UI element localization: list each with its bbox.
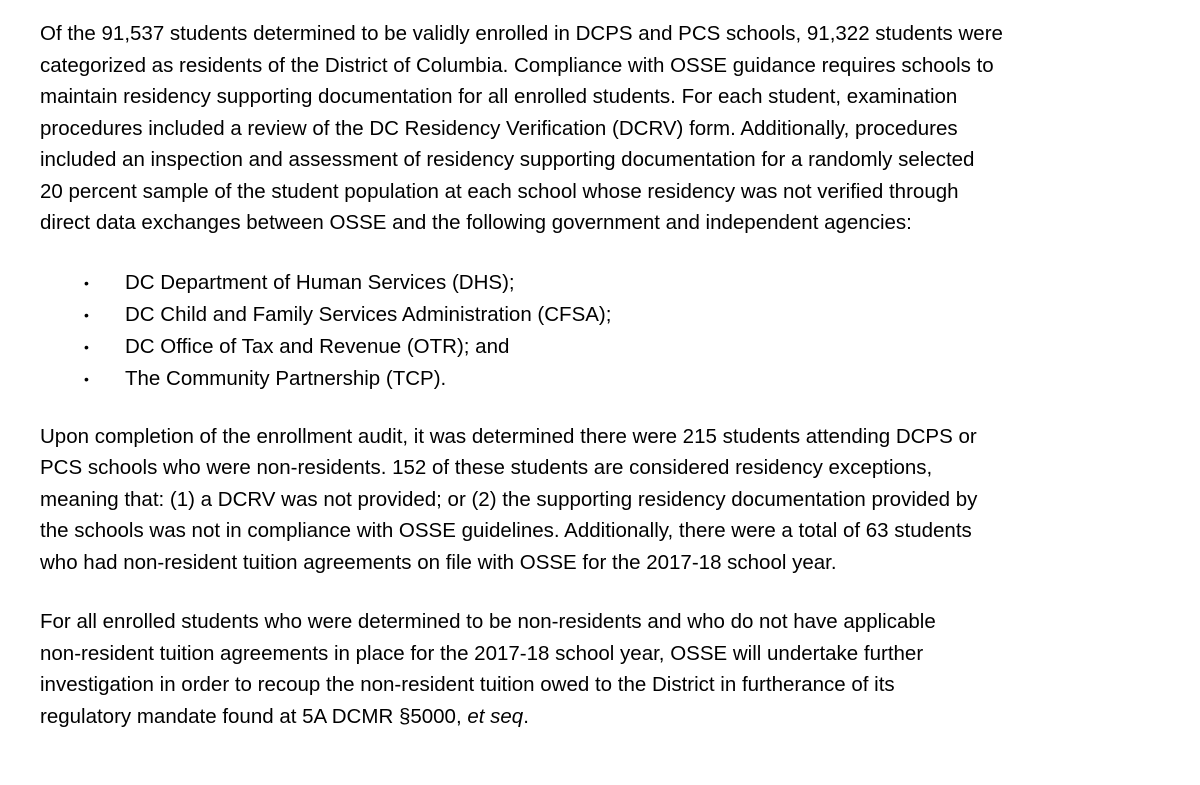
text-line: procedures included a review of the DC Residency Verification (DCRV) form. Additionally, procedures (40, 116, 958, 140)
document-page (40, 18, 1170, 732)
text-line: investigation in order to recoup the non-resident tuition owed to the District in furtherance of its (40, 673, 895, 696)
list-item (40, 267, 1170, 299)
citation-italic: et seq (467, 704, 524, 728)
text-line: meaning that: (1) a DCRV was not provided; or (2) the supporting residency documentation provided by (40, 487, 978, 511)
text-line (40, 701, 1170, 733)
list-item (40, 331, 1170, 363)
text-line: Of the 91,537 students determined to be validly enrolled in DCPS and PCS schools, 91,322 students were (40, 22, 1003, 45)
paragraph-further-investigation (40, 606, 1170, 732)
list-item-text: DC Office of Tax and Revenue (OTR); and (125, 334, 510, 358)
list-item (40, 363, 1170, 395)
text-line: who had non-resident tuition agreements on file with OSSE for the 2017-18 school year. (40, 550, 837, 574)
text-line: 20 percent sample of the student population at each school whose residency was not verified through (40, 179, 959, 203)
text-line: Upon completion of the enrollment audit, it was determined there were 215 students attending DCPS or (40, 424, 977, 448)
agency-list (40, 267, 1170, 395)
bullet-icon: • (84, 370, 89, 387)
bullet-icon: • (84, 338, 89, 355)
text-line: direct data exchanges between OSSE and the following government and independent agencies: (40, 211, 912, 234)
bullet-icon: • (84, 274, 89, 291)
paragraph-enrollment-residency (40, 18, 1170, 239)
text-line: maintain residency supporting documentation for all enrolled students. For each student, examination (40, 85, 958, 108)
list-item-text: DC Department of Human Services (DHS); (125, 270, 515, 294)
text-line: categorized as residents of the District of Columbia. Compliance with OSSE guidance requires schools to (40, 53, 994, 77)
text-line: PCS schools who were non-residents. 152 of these students are considered residency exceptions, (40, 456, 933, 479)
citation-period: . (523, 704, 529, 728)
text-line: included an inspection and assessment of residency supporting documentation for a randomly selected (40, 148, 975, 171)
list-item-text: The Community Partnership (TCP). (125, 366, 447, 390)
list-item (40, 299, 1170, 331)
paragraph-audit-findings (40, 421, 1170, 579)
text-line: For all enrolled students who were determined to be non-residents and who do not have applicable (40, 610, 936, 633)
text-line: non-resident tuition agreements in place for the 2017-18 school year, OSSE will undertake further (40, 641, 924, 665)
bullet-icon: • (84, 306, 89, 323)
list-item-text: DC Child and Family Services Administration (CFSA); (125, 302, 612, 326)
text-line: the schools was not in compliance with OSSE guidelines. Additionally, there were a total of 63 students (40, 519, 972, 542)
citation-text: regulatory mandate found at 5A DCMR §5000, (40, 704, 468, 728)
